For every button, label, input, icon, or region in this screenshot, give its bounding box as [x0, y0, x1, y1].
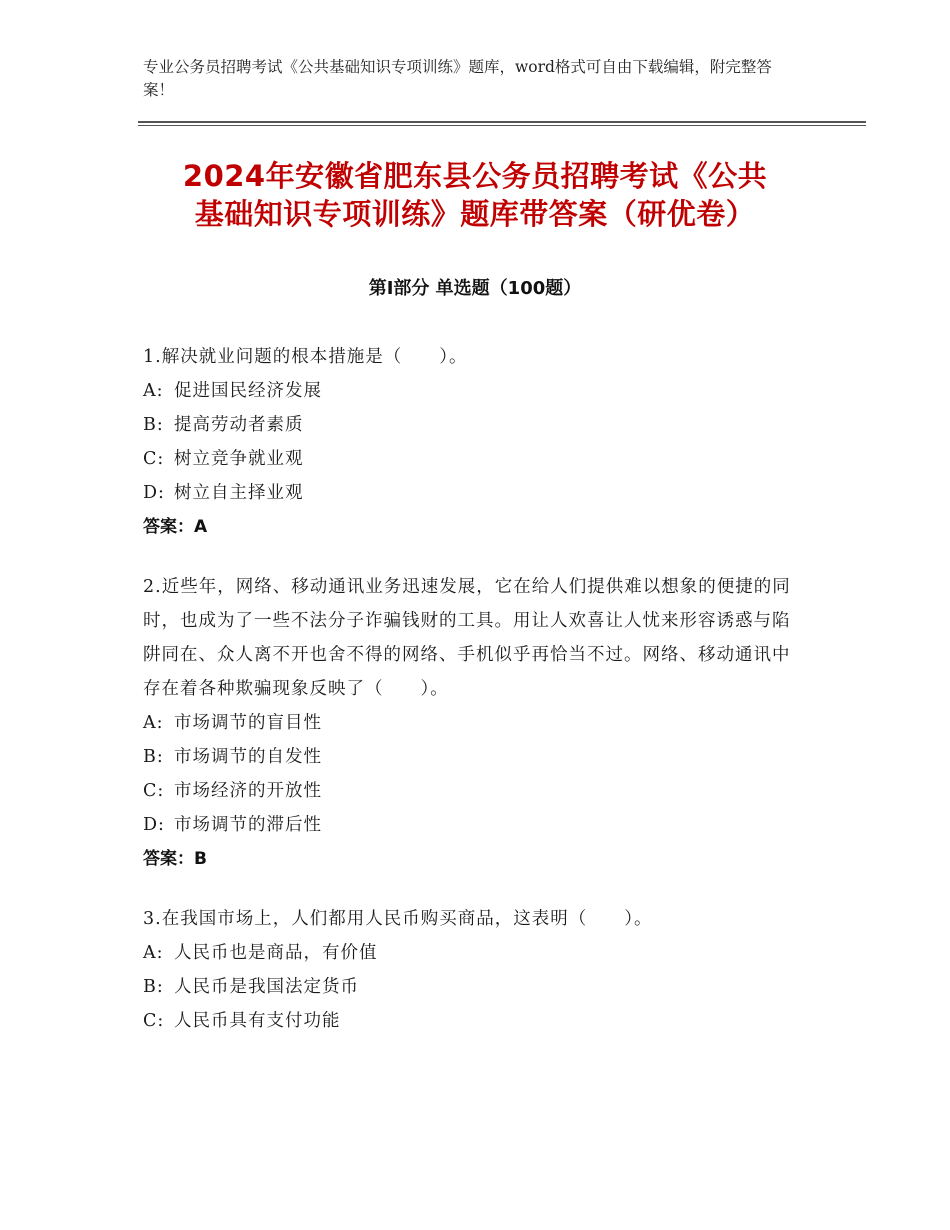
question-stem: 3.在我国市场上，人们都用人民币购买商品，这表明（ ）。: [143, 909, 653, 929]
option-letter: A:: [143, 381, 164, 401]
option-text: 促进国民经济发展: [174, 381, 322, 401]
option-letter: D:: [143, 815, 165, 835]
answer: 答案：B: [143, 849, 207, 869]
option-letter: B:: [143, 415, 164, 435]
option-letter: C:: [143, 449, 165, 469]
answer: 答案：A: [143, 517, 208, 537]
document-title-line-2: 基础知识专项训练》题库带答案（研优卷）: [194, 197, 756, 231]
option-text: 市场调节的盲目性: [174, 713, 322, 733]
option-c: [143, 1004, 803, 1038]
question-2: [143, 570, 803, 876]
option-a: [143, 374, 803, 408]
option-b: [143, 970, 803, 1004]
option-d: [143, 808, 803, 842]
option-text: 市场调节的滞后性: [174, 815, 322, 835]
header-divider: [138, 121, 866, 126]
option-a: [143, 706, 803, 740]
option-b: [143, 408, 803, 442]
header-note: 专业公务员招聘考试《公共基础知识专项训练》题库，word格式可自由下载编辑，附完整答案！: [143, 58, 772, 99]
option-letter: B:: [143, 747, 164, 767]
question-1: [143, 340, 803, 544]
option-c: [143, 442, 803, 476]
question-stem: 2.近些年，网络、移动通讯业务迅速发展，它在给人们提供难以想象的便捷的同时，也成为了一些不法分子诈骗钱财的工具。用让人欢喜让人忧来形容诱惑与陷阱同在、众人离不开也舍不得的网络、手机似乎再恰当不过。网络、移动通讯中存在着各种欺骗现象反映了（ ）。: [143, 577, 791, 699]
document-title: [120, 157, 830, 233]
option-letter: A:: [143, 713, 164, 733]
document-title-line-1: 2024年安徽省肥东县公务员招聘考试《公共: [182, 159, 768, 193]
question-list: [143, 340, 803, 1064]
option-letter: A:: [143, 943, 164, 963]
option-b: [143, 740, 803, 774]
option-letter: C:: [143, 1011, 165, 1031]
option-c: [143, 774, 803, 808]
option-text: 人民币具有支付功能: [174, 1011, 341, 1031]
option-a: [143, 936, 803, 970]
option-text: 树立竞争就业观: [174, 449, 304, 469]
option-text: 市场经济的开放性: [174, 781, 322, 801]
option-letter: B:: [143, 977, 164, 997]
option-letter: C:: [143, 781, 165, 801]
option-d: [143, 476, 803, 510]
option-letter: D:: [143, 483, 165, 503]
question-stem: 1.解决就业问题的根本措施是（ ）。: [143, 347, 468, 367]
question-3: [143, 902, 803, 1038]
option-text: 人民币也是商品，有价值: [174, 943, 378, 963]
option-text: 市场调节的自发性: [174, 747, 322, 767]
option-text: 提高劳动者素质: [174, 415, 304, 435]
option-text: 人民币是我国法定货币: [174, 977, 359, 997]
option-text: 树立自主择业观: [174, 483, 304, 503]
section-title: 第Ⅰ部分 单选题（100题）: [368, 278, 582, 299]
